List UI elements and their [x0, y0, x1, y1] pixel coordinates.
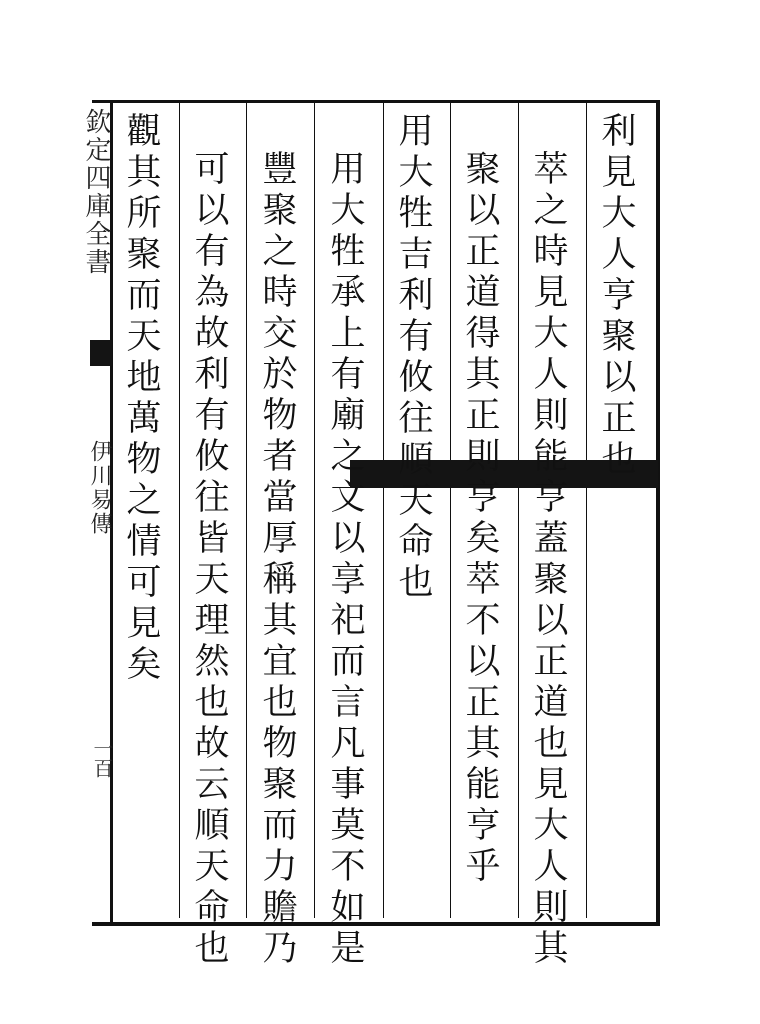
frame-top-rule — [92, 100, 658, 103]
text-column-6: 豐聚之時交於物者當厚稱其宜也物聚而力贍乃 — [257, 150, 297, 970]
column-divider — [383, 103, 384, 918]
column-divider — [518, 103, 519, 918]
margin-block — [90, 340, 112, 366]
column-divider — [450, 103, 451, 918]
column-divider — [246, 103, 247, 918]
frame-bottom-rule — [92, 922, 658, 926]
column-divider — [179, 103, 180, 918]
frame-right-rule — [656, 100, 660, 926]
column-divider — [314, 103, 315, 918]
text-column-3: 聚以正道得其正則亨矣萃不以正其能亨乎 — [460, 150, 500, 888]
text-column-8: 觀其所聚而天地萬物之情可見矣 — [121, 112, 161, 686]
folio-number: 一百 — [90, 738, 114, 778]
column-divider — [586, 103, 587, 918]
section-title: 伊川易傳 — [87, 440, 112, 536]
text-column-7: 可以有為故利有攸往皆天理然也故云順天命也 — [189, 150, 229, 970]
text-column-5: 用大牲承上有廟之文以享祀而言凡事莫不如是 — [325, 150, 365, 970]
text-column-2: 萃之時見大人則能亨蓋聚以正道也見大人則其 — [528, 150, 568, 970]
book-title: 欽定四庫全書 — [81, 108, 111, 276]
text-column-4: 用大牲吉利有攸往順天命也 — [393, 112, 433, 604]
text-column-1: 利見大人亨聚以正也 — [596, 112, 636, 481]
